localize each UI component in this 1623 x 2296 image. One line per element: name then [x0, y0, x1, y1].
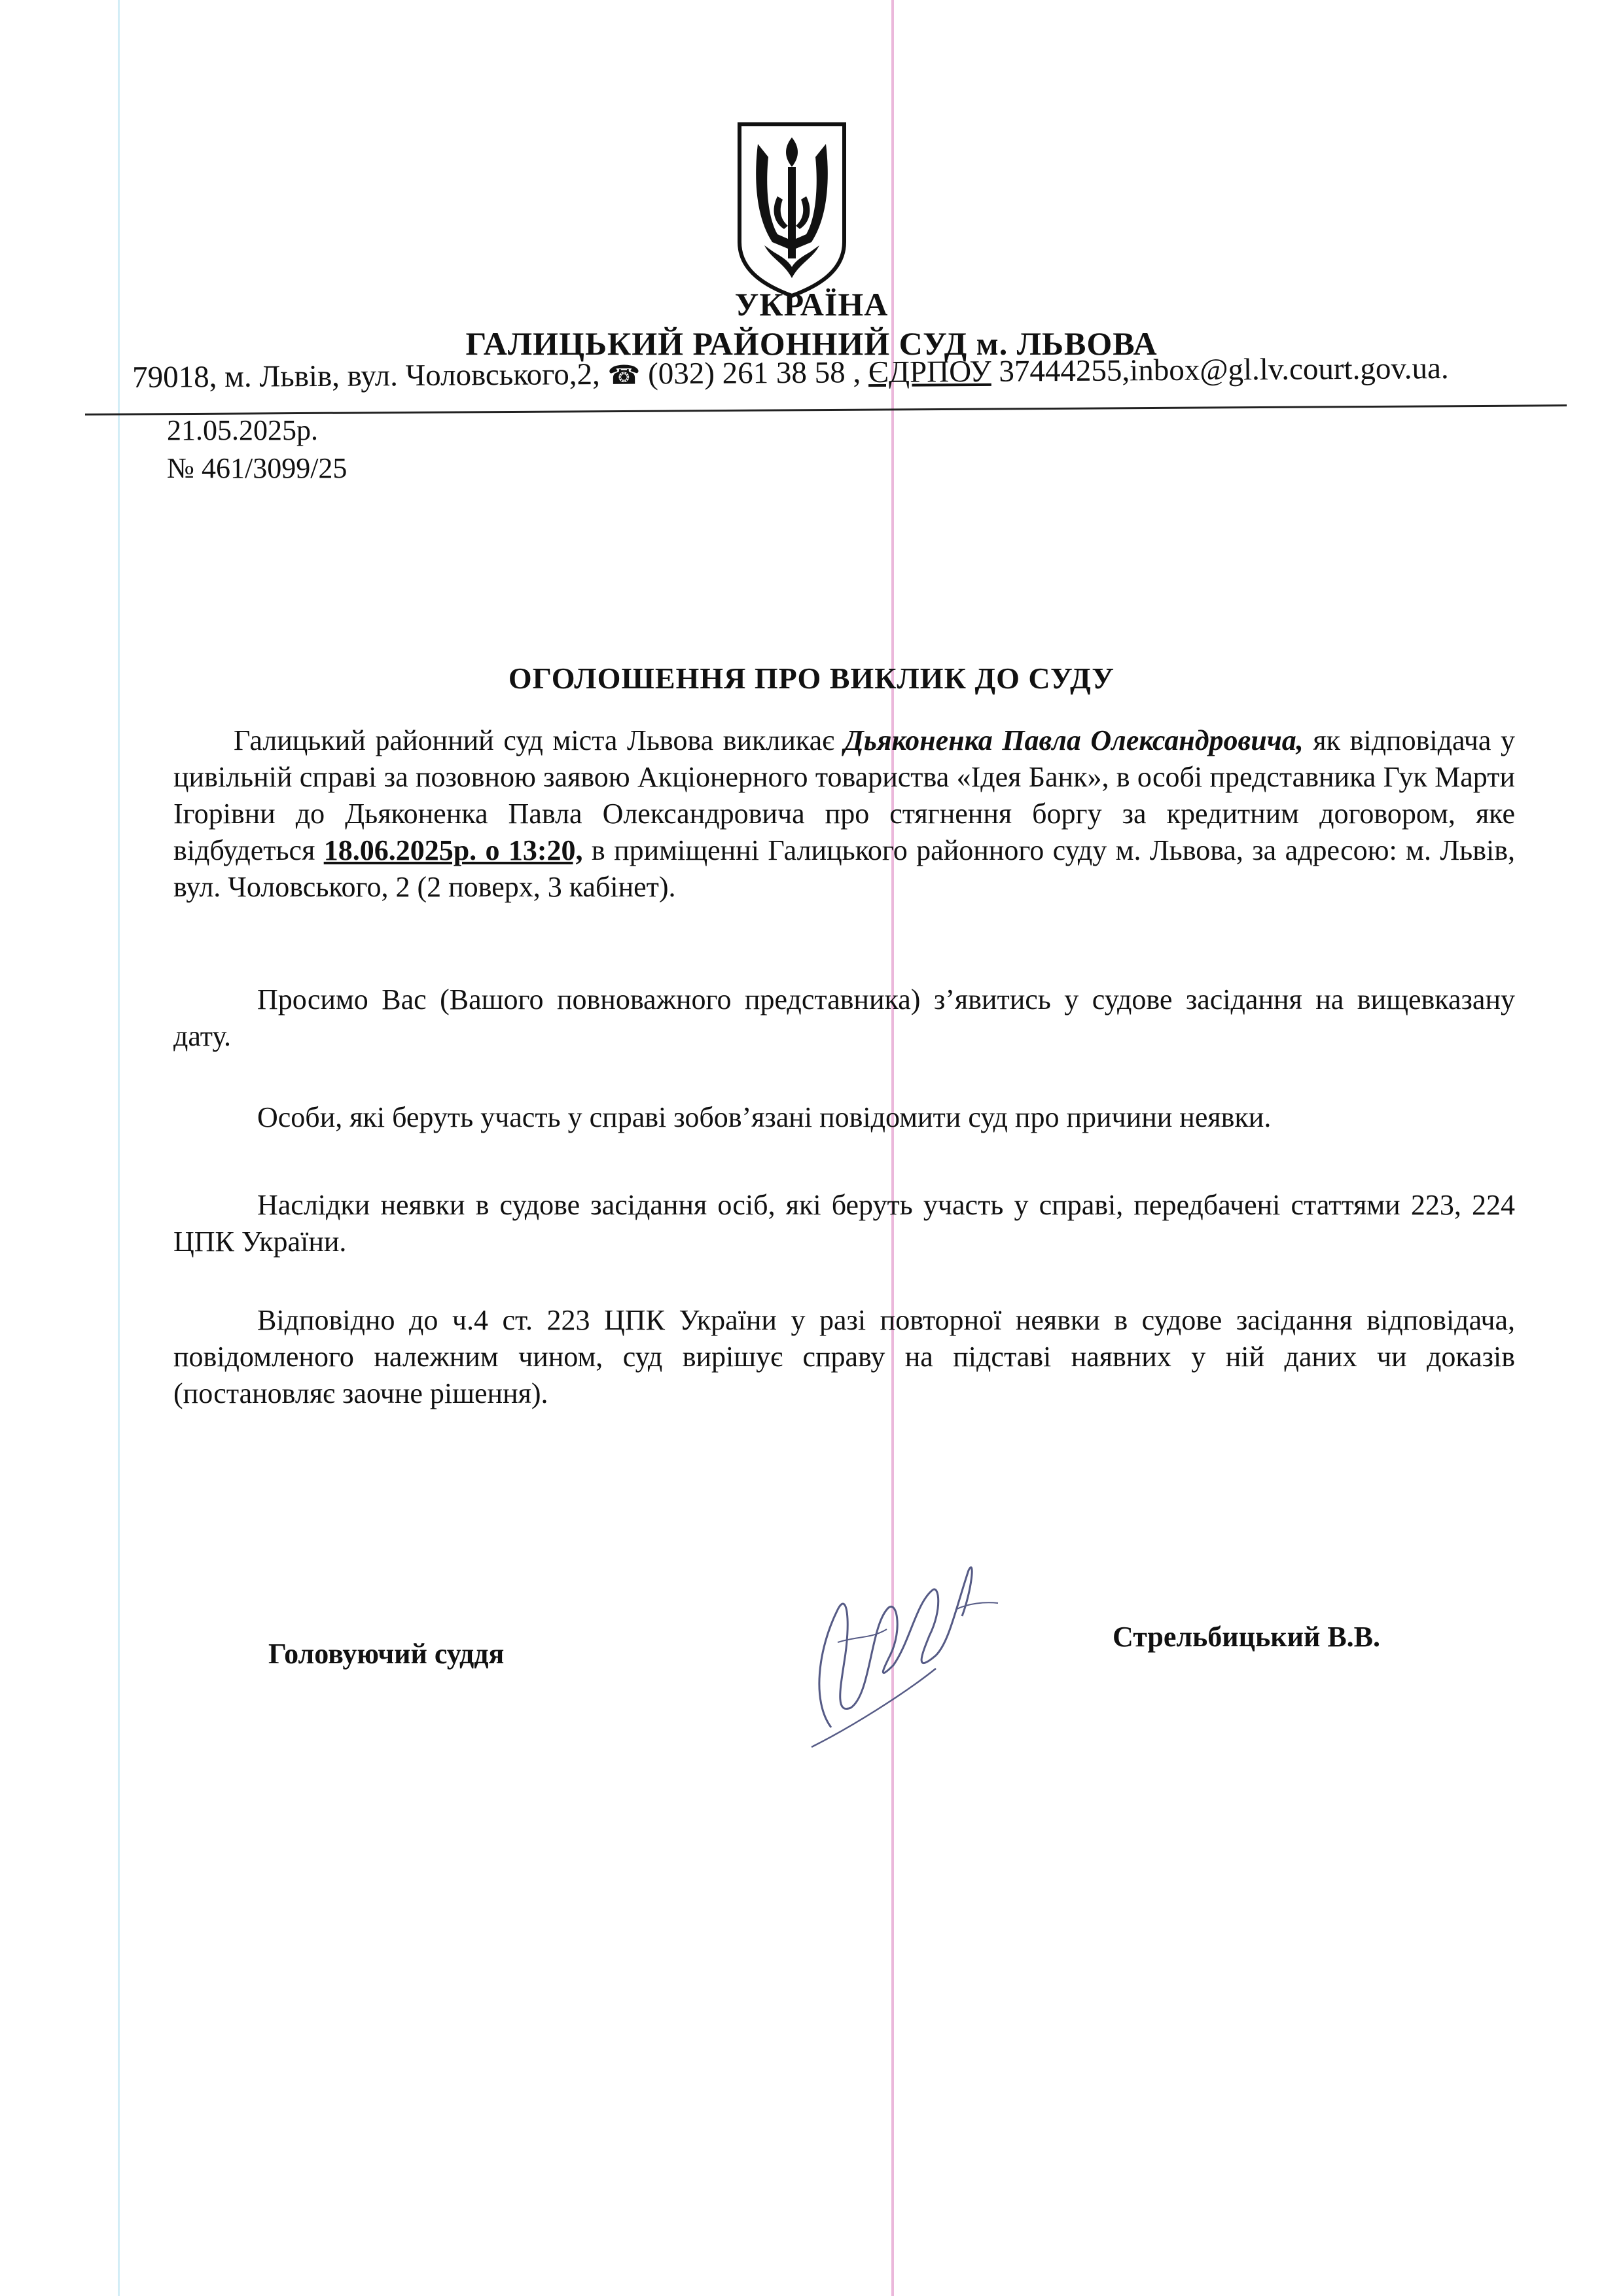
document-date: 21.05.2025р. — [167, 414, 318, 446]
judge-name: Стрельбицький В.В. — [1113, 1621, 1381, 1653]
address-street: 79018, м. Львів, вул. Чоловського,2, — [132, 357, 608, 395]
document-title: ОГОЛОШЕННЯ ПРО ВИКЛИК ДО СУДУ — [508, 662, 1115, 695]
paragraph-request: Просимо Вас (Вашого повноважного представника) з’явитись у судове засідання на вищевказану дату. — [173, 983, 1515, 1052]
edrpou-label: ЄДРПОУ — [868, 354, 991, 390]
p1-text: як відповідача у цивільній справі за позовною заявою Акціонерного товариства «Ідея Банк», в особі представника Гук Марти Ігорівни до Дьяконенка Павла Олександровича про стягнення боргу за кредитним договором, яке відбудеться — [173, 724, 1515, 866]
telephone-icon: ☎ — [607, 360, 641, 391]
header-country: УКРАЇНА — [734, 286, 889, 323]
p1-text: Галицький районний суд міста Львова викликає — [234, 724, 844, 756]
trident-emblem-icon — [732, 118, 852, 301]
defendant-name: Дьяконенка Павла Олександровича, — [844, 724, 1304, 756]
paragraph-default-judgment: Відповідно до ч.4 ст. 223 ЦПК України у разі повторної неявки в судове засідання відповідача, повідомленого належним чином, суд вирішує справу на підставі наявних у ній даних чи доказів (постановляє заочне рішення). — [173, 1304, 1515, 1409]
paragraph-notify: Особи, які беруть участь у справі зобов’язані повідомити суд про причини неявки. — [257, 1101, 1272, 1133]
edrpou-and-email: 37444255,inbox@gl.lv.court.gov.ua. — [991, 351, 1449, 389]
p1-text: в приміщенні Галицького районного суду м. Львова, за адресою: м. Львів, вул. Чоловського, 2 (2 поверх, 3 кабінет). — [173, 834, 1516, 903]
signature-role: Головуючий суддя — [268, 1638, 505, 1670]
header-court-name: ГАЛИЦЬКИЙ РАЙОННИЙ СУД м. ЛЬВОВА — [465, 325, 1158, 362]
case-number: № 461/3099/25 — [167, 452, 348, 484]
hearing-datetime: 18.06.2025р. о 13:20, — [323, 834, 583, 866]
paragraph-summons — [173, 722, 1515, 906]
address-phone: (032) 261 38 58 , — [640, 355, 869, 391]
handwritten-signature — [772, 1531, 1008, 1767]
paragraph-consequences: Наслідки неявки в судове засідання осіб, які беруть участь у справі, передбачені статтями 223, 224 ЦПК України. — [173, 1189, 1515, 1258]
